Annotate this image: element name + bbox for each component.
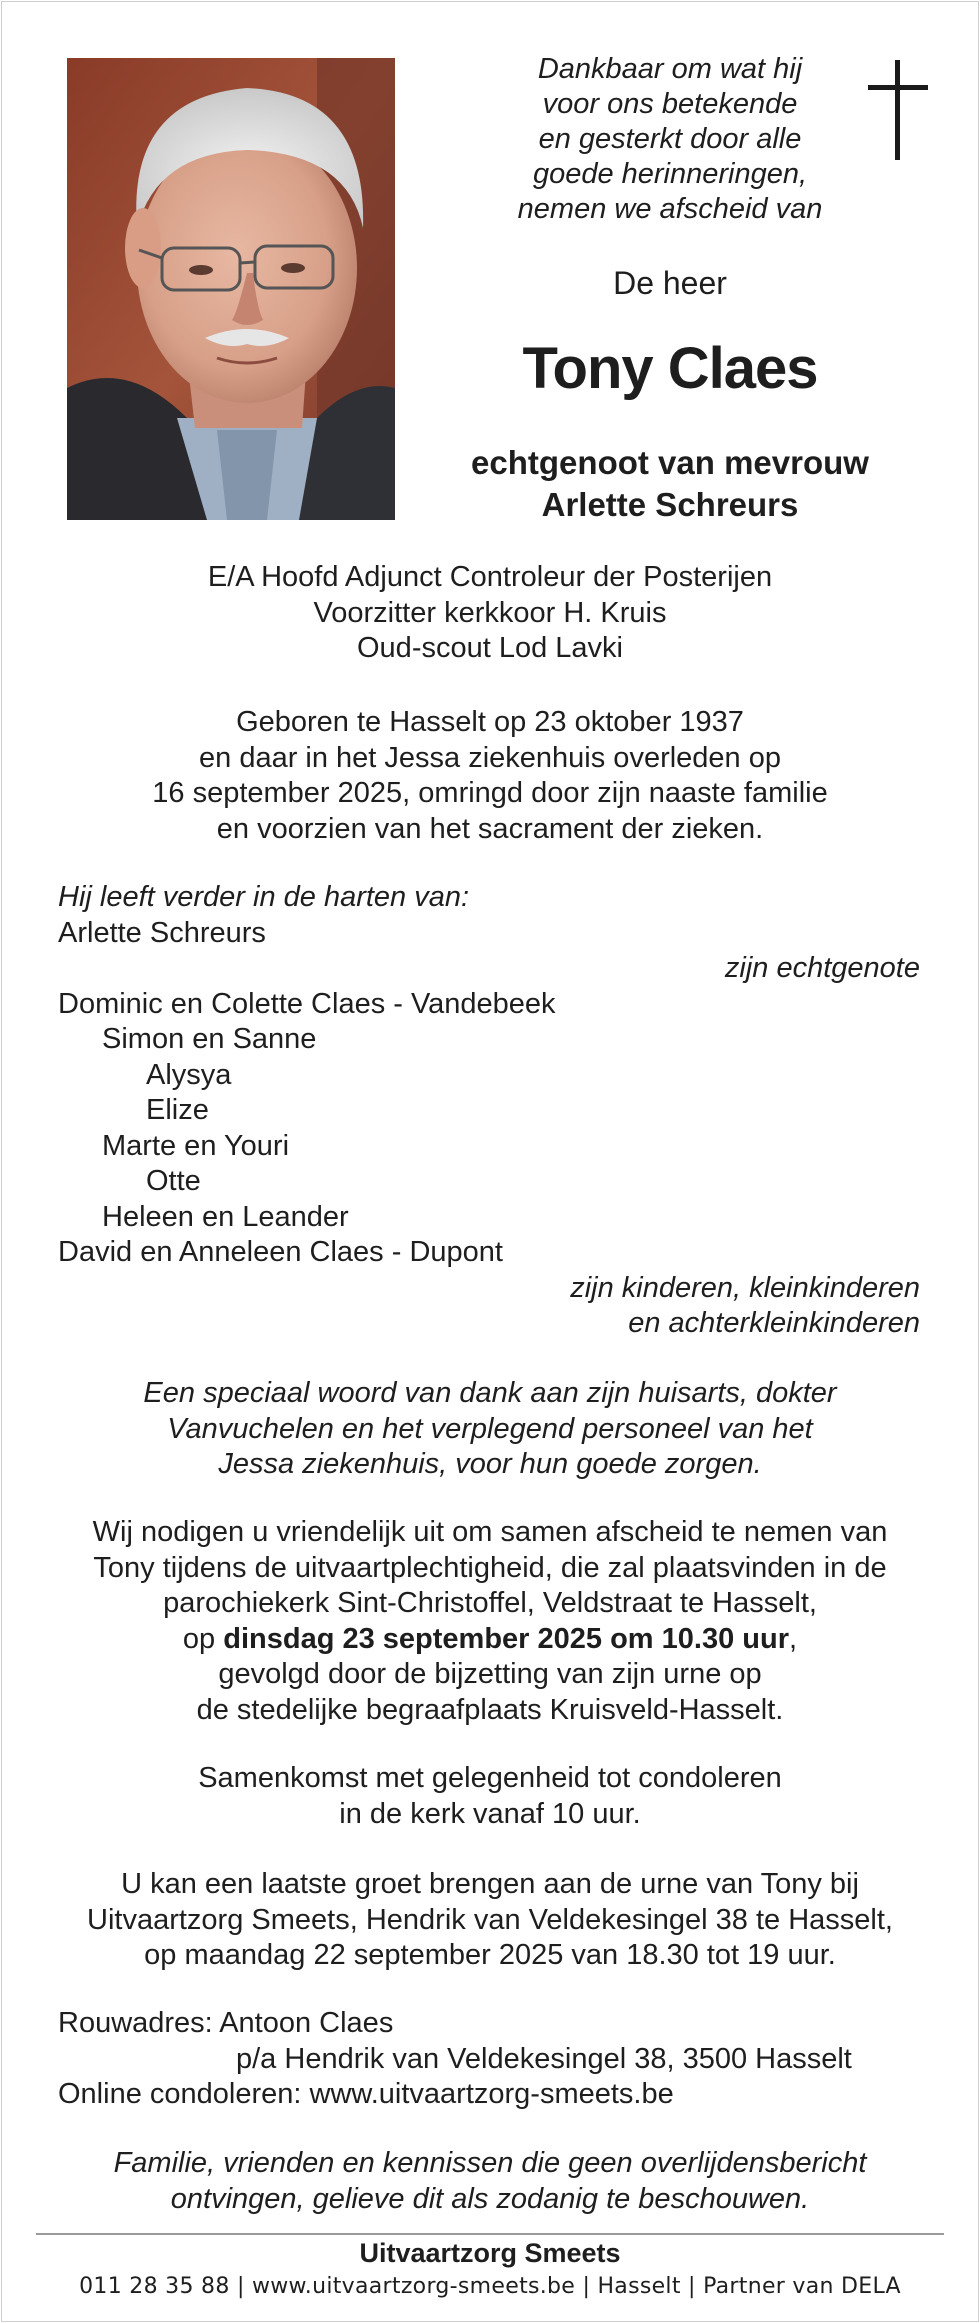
family-member: David en Anneleen Claes - Dupont xyxy=(58,1236,503,1268)
ceremony-date-bold: dinsdag 23 september 2025 om 10.30 uur xyxy=(223,1622,789,1655)
opening-text xyxy=(470,52,870,227)
family-member: Dominic en Colette Claes - Vandebeek xyxy=(58,987,556,1020)
family-role: en achterkleinkinderen xyxy=(628,1307,920,1339)
online-condolences: Online condoleren: www.uitvaartzorg-smeets.be xyxy=(58,2078,674,2110)
address-line: p/a Hendrik van Veldekesingel 38, 3500 Hasselt xyxy=(236,2042,852,2075)
family-member: Alysya xyxy=(146,1058,232,1091)
gathering-line: in de kerk vanaf 10 uur. xyxy=(339,1797,641,1830)
urn-line: op maandag 22 september 2025 van 18.30 tot 19 uur. xyxy=(144,1939,836,1971)
thanks-line: Een speciaal woord van dank aan zijn huisarts, dokter xyxy=(143,1377,837,1409)
survivor-name: Arlette Schreurs xyxy=(58,916,266,949)
ceremony-line: Wij nodigen u vriendelijk uit om samen afscheid te nemen van xyxy=(92,1516,888,1548)
thanks-line: Vanvuchelen en het verplegend personeel van het xyxy=(167,1412,813,1445)
opening-line: nemen we afscheid van xyxy=(517,193,823,225)
footer-divider xyxy=(36,2233,944,2235)
date-prefix: op xyxy=(182,1622,224,1655)
address-line: Rouwadres: Antoon Claes xyxy=(58,2007,394,2039)
urn-line: U kan een laatste groet brengen aan de urne van Tony bij xyxy=(121,1868,859,1900)
life-block xyxy=(40,705,940,847)
family-member: Marte en Youri xyxy=(102,1129,290,1162)
urn-line: Uitvaartzorg Smeets, Hendrik van Veldekesingel 38 te Hasselt, xyxy=(87,1903,893,1936)
life-line: en voorzien van het sacrament der zieken. xyxy=(216,812,764,845)
survivors-block xyxy=(58,880,920,1342)
family-member: Elize xyxy=(146,1094,209,1126)
spouse-block xyxy=(420,442,920,526)
salutation: De heer xyxy=(613,265,727,301)
title-line: E/A Hoofd Adjunct Controleur der Posterijen xyxy=(207,561,773,593)
gathering-line: Samenkomst met gelegenheid tot condoleren xyxy=(198,1762,782,1794)
funeral-home-name: Uitvaartzorg Smeets xyxy=(359,2238,621,2268)
gathering-block xyxy=(40,1761,940,1832)
ceremony-line: parochiekerk Sint-Christoffel, Veldstraat te Hasselt, xyxy=(163,1587,817,1619)
deceased-name: Tony Claes xyxy=(522,336,818,401)
closing-line: ontvingen, gelieve dit als zodanig te beschouwen. xyxy=(170,2182,810,2215)
life-line: en daar in het Jessa ziekenhuis overleden op xyxy=(199,741,781,774)
spouse-name: Arlette Schreurs xyxy=(541,486,799,523)
family-member: Simon en Sanne xyxy=(102,1023,317,1055)
cross-icon xyxy=(868,60,928,160)
closing-line: Familie, vrienden en kennissen die geen overlijdensbericht xyxy=(113,2147,867,2179)
family-role: zijn kinderen, kleinkinderen xyxy=(570,1271,920,1304)
title-line: Voorzitter kerkkoor H. Kruis xyxy=(313,596,667,629)
title-line: Oud-scout Lod Lavki xyxy=(357,632,623,664)
survivors-intro: Hij leeft verder in de harten van: xyxy=(58,881,470,913)
opening-line: goede herinneringen, xyxy=(532,158,808,190)
opening-line: en gesterkt door alle xyxy=(538,123,802,155)
life-line: 16 september 2025, omringd door zijn naaste familie xyxy=(152,777,828,809)
titles-block xyxy=(40,560,940,667)
opening-line: voor ons betekende xyxy=(542,88,798,120)
thanks-line: Jessa ziekenhuis, voor hun goede zorgen. xyxy=(218,1448,762,1480)
thanks-block xyxy=(40,1376,940,1483)
spouse-line: echtgenoot van mevrouw xyxy=(471,444,869,481)
survivor-role: zijn echtgenote xyxy=(724,952,920,984)
ceremony-line: Tony tijdens de uitvaartplechtigheid, die zal plaatsvinden in de xyxy=(93,1551,887,1584)
portrait-photo xyxy=(67,58,395,520)
family-member: Otte xyxy=(146,1165,201,1197)
opening-line: Dankbaar om wat hij xyxy=(537,53,803,85)
contact-block xyxy=(58,2006,920,2113)
closing-block xyxy=(40,2146,940,2217)
date-suffix: , xyxy=(789,1622,798,1655)
funeral-home-contact: 011 28 35 88 | www.uitvaartzorg-smeets.be | Hasselt | Partner van DELA xyxy=(79,2274,901,2299)
ceremony-line: gevolgd door de bijzetting van zijn urne op xyxy=(218,1658,762,1690)
ceremony-date xyxy=(40,1622,940,1658)
life-line: Geboren te Hasselt op 23 oktober 1937 xyxy=(236,706,744,738)
urn-block xyxy=(40,1867,940,1974)
ceremony-line: de stedelijke begraafplaats Kruisveld-Hasselt. xyxy=(196,1693,784,1726)
ceremony-block xyxy=(40,1515,940,1728)
family-member: Heleen en Leander xyxy=(102,1200,349,1233)
